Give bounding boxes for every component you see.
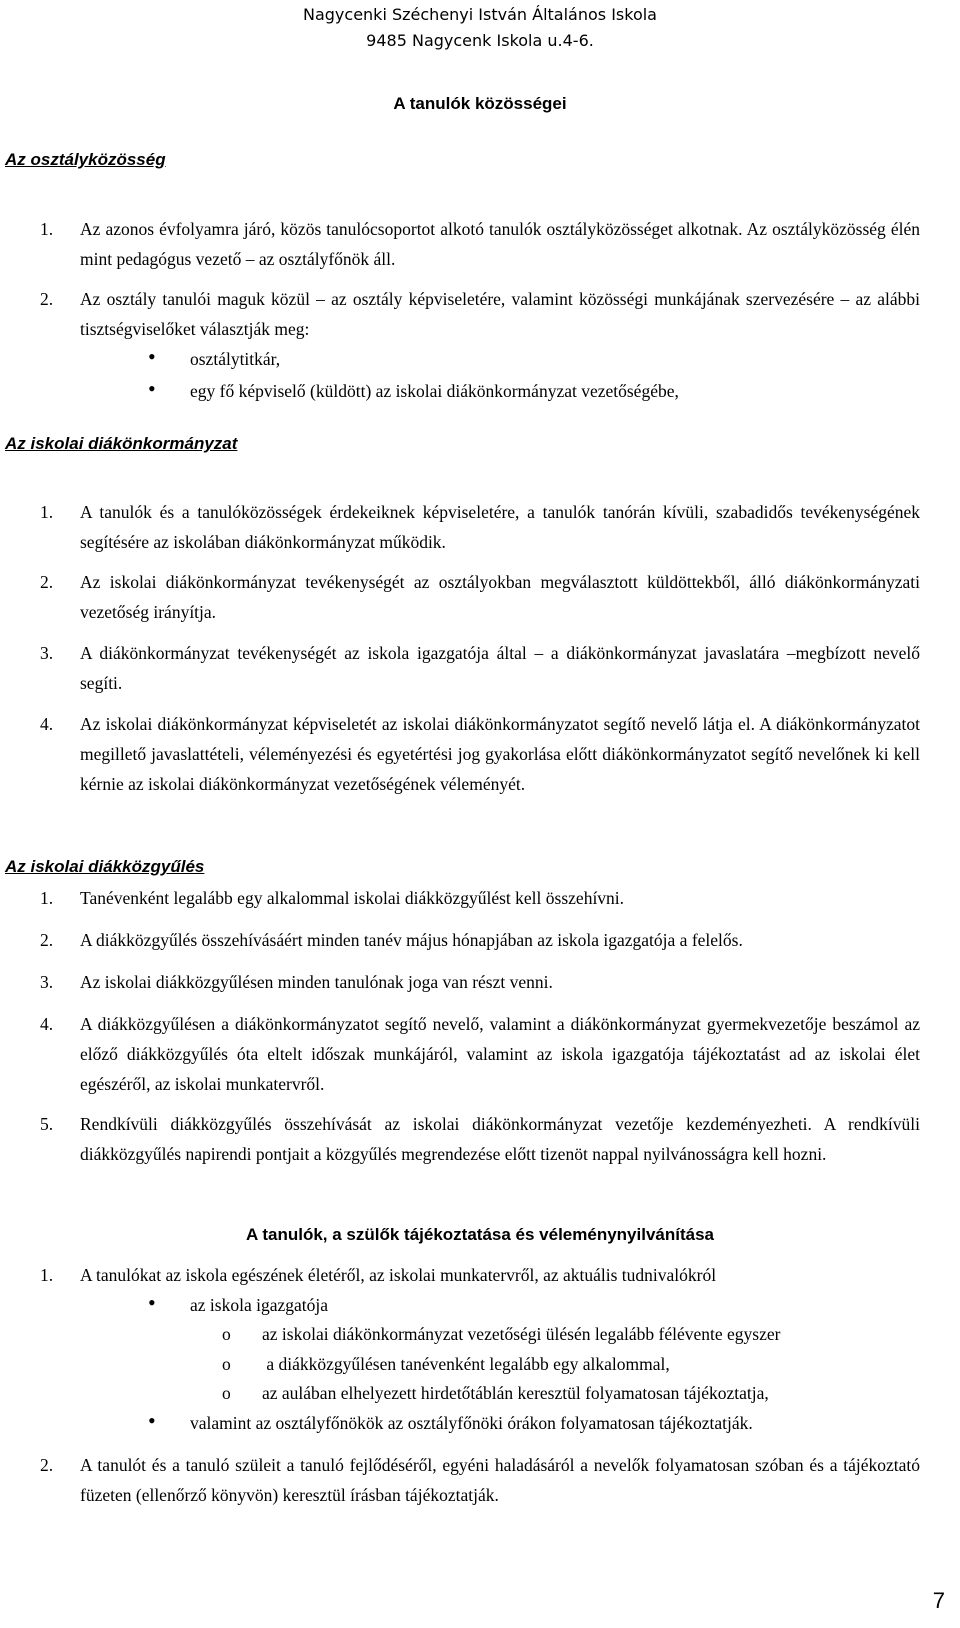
list-item bbox=[40, 1009, 920, 1099]
item-text: A diákközgyűlés összehívásáért minden tanév május hónapjában az iskola igazgatója a felelős. bbox=[80, 930, 743, 950]
item-number: 3. bbox=[40, 643, 54, 663]
page-title: A tanulók közösségei bbox=[393, 94, 567, 113]
page-header bbox=[0, 2, 960, 54]
list-item bbox=[40, 567, 920, 627]
item-number: 1. bbox=[40, 219, 54, 239]
bullet-icon: • bbox=[148, 376, 156, 401]
list-item bbox=[40, 709, 920, 799]
item-text: Rendkívüli diákközgyűlés összehívását az iskolai diákönkormányzat vezetője kezdeményezheti. A rendkívüli diákközgyűlés napirendi pontjait a közgyűlés megrendezése előtt tizenöt nappal nyilvánosságra kell hozni. bbox=[80, 1114, 920, 1164]
circle-bullet-icon: o bbox=[222, 1354, 231, 1374]
section-heading-diakonkormanyzat: Az iskolai diákönkormányzat bbox=[5, 434, 238, 453]
list-item bbox=[40, 967, 920, 997]
item-text: Az iskolai diákönkormányzat tevékenységét az osztályokban megválasztott küldöttekből, álló diákönkormányzati vezetőség irányítja. bbox=[80, 572, 920, 622]
item-text: Az iskolai diákközgyűlésen minden tanulónak joga van részt venni. bbox=[80, 972, 553, 992]
item-number: 1. bbox=[40, 502, 54, 522]
sub-item: az iskolai diákönkormányzat vezetőségi ülésén legalább félévente egyszer bbox=[262, 1324, 781, 1344]
bullet-icon: • bbox=[148, 344, 156, 369]
item-number: 5. bbox=[40, 1114, 54, 1134]
item-text: Az azonos évfolyamra járó, közös tanulócsoportot alkotó tanulók osztályközösséget alkotnak. Az osztályközösség élén mint pedagógus vezető – az osztályfőnök áll. bbox=[80, 219, 920, 269]
item-text: A tanulók és a tanulóközösségek érdekeiknek képviseletére, a tanulók tanórán kívüli, szabadidős tevékenységének segítésére az iskolában diákönkormányzat működik. bbox=[80, 502, 920, 552]
item-number: 1. bbox=[40, 888, 54, 908]
section-heading-diakkozgyules: Az iskolai diákközgyűlés bbox=[5, 857, 205, 876]
list-item bbox=[40, 214, 920, 274]
list-item bbox=[40, 1260, 920, 1290]
bullet-icon: • bbox=[148, 1290, 156, 1315]
item-number: 2. bbox=[40, 572, 54, 592]
list-item bbox=[40, 284, 920, 344]
school-name: Nagycenki Széchenyi István Általános Iskola bbox=[303, 5, 657, 24]
section-heading-osztalykozosseg: Az osztályközösség bbox=[5, 150, 166, 169]
item-number: 2. bbox=[40, 289, 54, 309]
item-number: 3. bbox=[40, 972, 54, 992]
section-heading-tajekoztatas: A tanulók, a szülők tájékoztatása és véleménynyilvánítása bbox=[245, 1225, 714, 1244]
item-number: 1. bbox=[40, 1265, 54, 1285]
item-number: 2. bbox=[40, 1455, 54, 1475]
item-text: A diákönkormányzat tevékenységét az iskola igazgatója által – a diákönkormányzat javaslatára –megbízott nevelő segíti. bbox=[80, 643, 920, 693]
item-text: A tanulókat az iskola egészének életéről, az iskolai munkatervről, az aktuális tudnivalókról bbox=[80, 1265, 717, 1285]
list-item bbox=[40, 638, 920, 698]
school-address: 9485 Nagycenk Iskola u.4-6. bbox=[366, 31, 594, 50]
list-item bbox=[40, 925, 920, 955]
item-text: A diákközgyűlésen a diákönkormányzatot segítő nevelő, valamint a diákönkormányzat gyermekvezetője beszámol az előző diákközgyűlés óta eltelt időszak munkájáról, valamint az iskola igazgatója tájékoztatást ad az iskolai élet egészéről, az iskolai munkatervről. bbox=[80, 1014, 920, 1094]
item-text: A tanulót és a tanuló szüleit a tanuló fejlődéséről, egyéni haladásáról a nevelők folyamatosan szóban és a tájékoztató füzeten (ellenőrző könyvön) keresztül írásban tájékoztatják. bbox=[80, 1455, 920, 1505]
item-number: 2. bbox=[40, 930, 54, 950]
list-item bbox=[40, 883, 920, 913]
sub-item: a diákközgyűlésen tanévenként legalább egy alkalommal, bbox=[262, 1354, 670, 1374]
sub-item: az aulában elhelyezett hirdetőtáblán keresztül folyamatosan tájékoztatja, bbox=[262, 1383, 769, 1403]
item-number: 4. bbox=[40, 1014, 54, 1034]
circle-bullet-icon: o bbox=[222, 1324, 231, 1344]
bullet-item: az iskola igazgatója bbox=[190, 1295, 328, 1315]
list-item bbox=[40, 497, 920, 557]
circle-bullet-icon: o bbox=[222, 1383, 231, 1403]
bullet-icon: • bbox=[148, 1408, 156, 1433]
item-text: Az osztály tanulói maguk közül – az osztály képviseletére, valamint közösségi munkájának szervezésére – az alábbi tisztségviselőket választják meg: bbox=[80, 289, 920, 339]
bullet-item: egy fő képviselő (küldött) az iskolai diákönkormányzat vezetőségébe, bbox=[190, 381, 679, 401]
bullet-item: osztálytitkár, bbox=[190, 349, 281, 369]
bullet-item: valamint az osztályfőnökök az osztályfőnöki órákon folyamatosan tájékoztatják. bbox=[190, 1413, 753, 1433]
item-text: Tanévenként legalább egy alkalommal iskolai diákközgyűlést kell összehívni. bbox=[80, 888, 625, 908]
list-item bbox=[40, 1450, 920, 1510]
list-item bbox=[40, 1109, 920, 1169]
item-text: Az iskolai diákönkormányzat képviseletét az iskolai diákönkormányzatot segítő nevelő látja el. A diákönkormányzatot megillető javaslattételi, véleményezési és egyetértési jog gyakorlása előtt diákönkormányzatot segítő nevelőnek ki kell kérnie az iskolai diákönkormányzat vezetőségének véleményét. bbox=[80, 714, 920, 794]
item-number: 4. bbox=[40, 714, 54, 734]
page-number: 7 bbox=[932, 1588, 945, 1613]
